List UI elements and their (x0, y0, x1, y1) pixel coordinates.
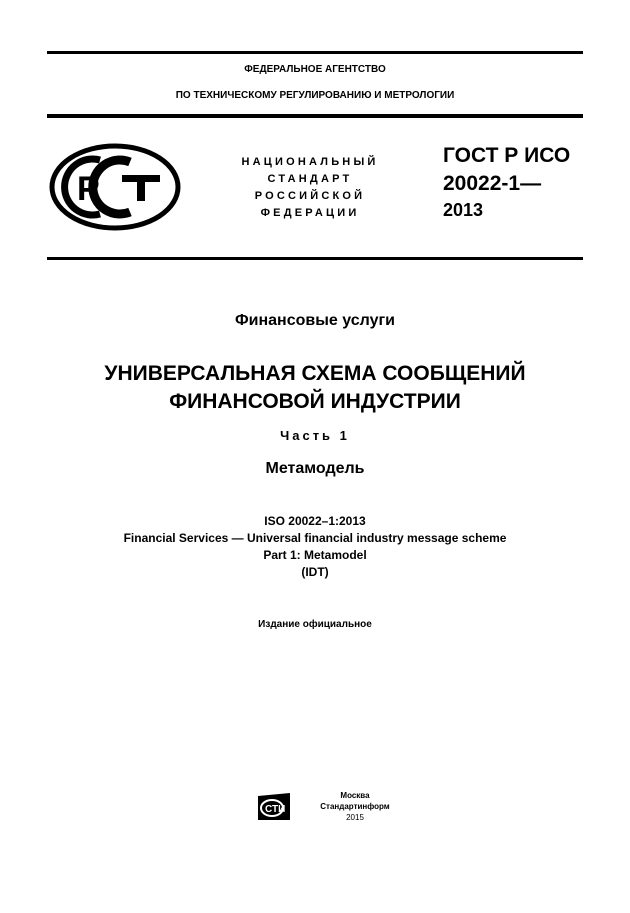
designation-line: ГОСТ Р ИСО (443, 144, 571, 167)
publisher-city: Москва (340, 791, 370, 800)
iso-line: Part 1: Metamodel (263, 548, 367, 562)
title-rule (47, 257, 583, 260)
agency-line-1: ФЕДЕРАЛЬНОЕ АГЕНТСТВО (244, 64, 386, 75)
designation-line: 20022-1— (443, 172, 542, 195)
standard-designation (443, 142, 570, 222)
main-title-line-2: ФИНАНСОВОЙ ИНДУСТРИИ (169, 390, 461, 413)
iso-line: Financial Services — Universal financial industry message scheme (123, 531, 507, 545)
publisher-logo-icon (257, 792, 291, 821)
svg-text:СТИ: СТИ (265, 804, 286, 815)
part-label: Часть 1 (280, 428, 350, 443)
gost-logo-icon (48, 142, 182, 232)
top-rule (47, 51, 583, 54)
part-title: Метамодель (265, 460, 365, 477)
svg-text:Р: Р (77, 170, 100, 208)
publisher-info (310, 790, 400, 823)
national-standard-line: НАЦИОНАЛЬНЫЙ (241, 156, 379, 168)
main-title-line-1: УНИВЕРСАЛЬНАЯ СХЕМА СООБЩЕНИЙ (104, 362, 526, 385)
iso-line: (IDT) (301, 565, 329, 579)
designation-line: 2013 (443, 200, 484, 220)
agency-line-2: ПО ТЕХНИЧЕСКОМУ РЕГУЛИРОВАНИЮ И МЕТРОЛОГИИ (175, 90, 455, 101)
national-standard-label (210, 154, 410, 222)
edition-label: Издание официальное (258, 619, 372, 630)
publisher-year: 2015 (346, 813, 364, 822)
national-standard-line: СТАНДАРТ (267, 173, 353, 185)
general-title: Финансовые услуги (235, 312, 395, 329)
publisher-name: Стандартинформ (320, 802, 390, 811)
header-rule (47, 114, 583, 118)
national-standard-line: ФЕДЕРАЦИИ (260, 207, 360, 219)
iso-reference (0, 513, 630, 581)
iso-line: ISO 20022–1:2013 (264, 514, 366, 528)
national-standard-line: РОССИЙСКОЙ (254, 190, 366, 202)
